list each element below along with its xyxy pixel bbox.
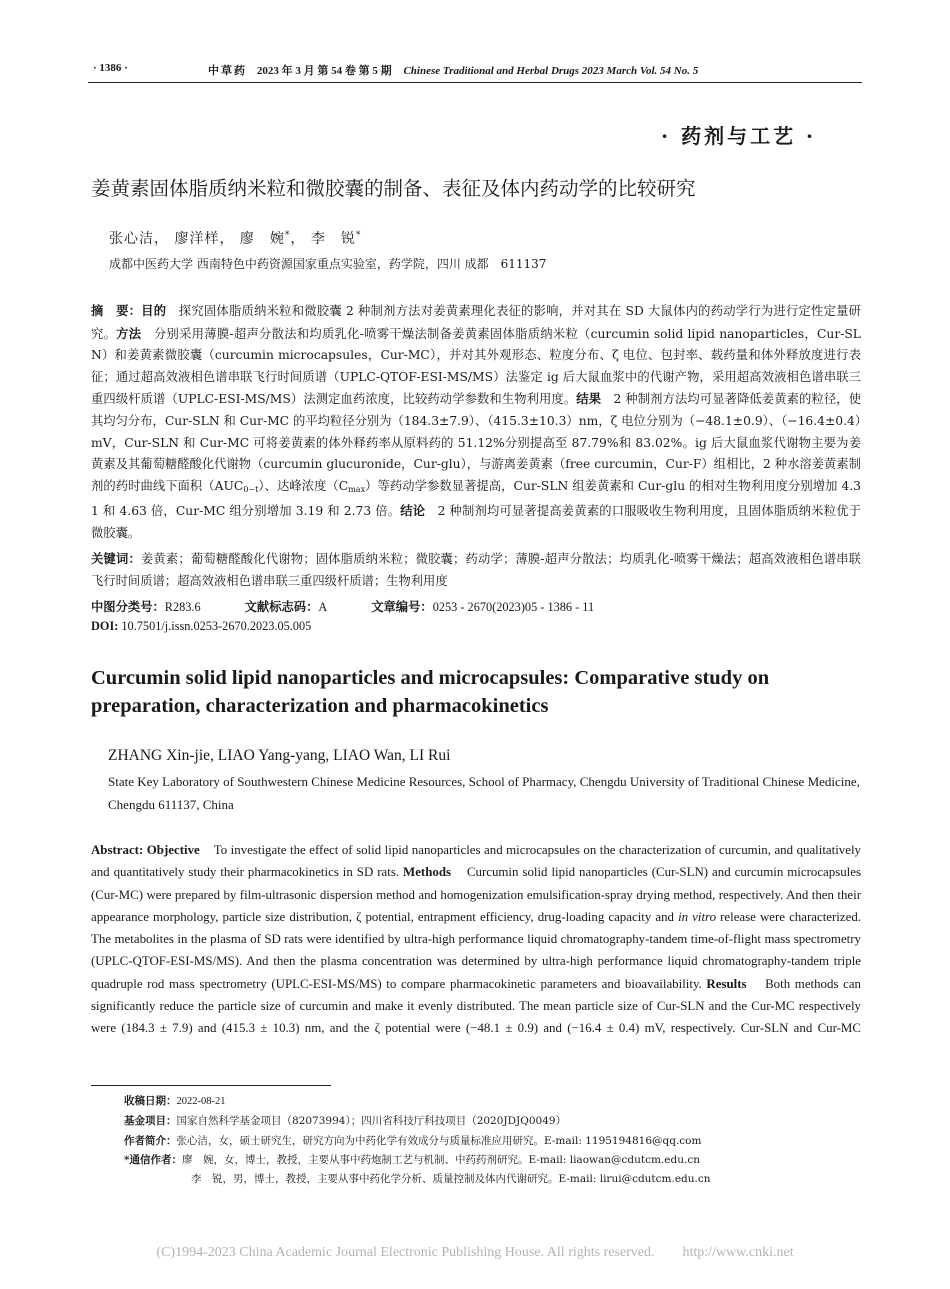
auc-subscript: 0−t <box>243 484 259 494</box>
author-info-text: 张心洁，女，硕士研究生，研究方向为中药化学有效成分与质量标准应用研究。E-mail: 1195194816@qq.com <box>176 1135 702 1147</box>
abstract-en <box>91 839 861 1040</box>
received-date: 2022-08-21 <box>176 1096 226 1107</box>
footnote-funding <box>124 1113 566 1128</box>
article-no-label: 文章编号： <box>371 599 433 614</box>
methods-label: 方法 <box>116 325 142 341</box>
journal-issue-cn: 2023 年 3 月 第 54 卷 第 5 期 <box>256 65 392 77</box>
journal-name-en: Chinese Traditional and Herbal Drugs 2023 March Vol. 54 No. 5 <box>403 65 699 77</box>
journal-name-cn: 中草药 <box>208 64 247 77</box>
cnki-watermark: (C)1994-2023 China Academic Journal Electronic Publishing House. All rights reserved. http://www.cnki.net <box>156 1245 794 1260</box>
clc-value: R283.6 <box>164 600 201 614</box>
objective-label-en: Objective <box>146 843 200 857</box>
corresponding-text-1: 廖 婉，女，博士，教授，主要从事中药炮制工艺与机制、中药药剂研究。E-mail: liaowan@cdutcm.edu.cn <box>182 1154 700 1166</box>
doi-line <box>91 619 311 634</box>
author-name: 廖洋样， <box>174 231 235 247</box>
doc-code-label: 文献标志码： <box>244 599 319 614</box>
page-number: · 1386 · <box>93 62 128 74</box>
author-info-label: 作者简介： <box>124 1135 177 1147</box>
footnote-received <box>124 1093 226 1108</box>
author-separator: ， <box>290 231 306 247</box>
keywords-label: 关键词： <box>91 551 141 566</box>
affiliation-en: State Key Laboratory of Southwestern Chinese Medicine Resources, School of Pharmacy, Chengdu University of Traditional Chinese Medicine, Chengdu 611137, China <box>108 774 860 812</box>
cmax-subscript: max <box>348 484 366 494</box>
results-text: ）等药动学参数显著提高，Cur-SLN 组姜黄素和 Cur-glu 的相对生物利用度分别增加 4.31 和 4.63 倍，Cur-MC 组分别增加 3.19 和 2.73 倍。 <box>91 478 862 519</box>
journal-header <box>208 62 698 78</box>
author-name: 李 锐 <box>310 231 356 247</box>
author-name: 廖 婉 <box>239 231 285 247</box>
objective-label: 目的 <box>141 303 167 318</box>
corresponding-mark: * <box>284 230 291 241</box>
footnote-corresponding-2 <box>191 1171 711 1186</box>
corresponding-mark: * <box>355 230 362 241</box>
conclusion-text: 2 种制剂均可显著提高姜黄素的口服吸收生物利用度，且固体脂质纳米粒优于微胶囊。 <box>91 504 861 540</box>
results-text: 2 种制剂方法均可显著降低姜黄素的粒径，使其均匀分布，Cur-SLN 和 Cur-MC 的平均粒径分别为（184.3±7.9）、（415.3±10.3）nm，ζ 电位分别为（−48.1±0.9）、（−16.4±0.4）mV，Cur-SLN 和 Cur-MC 可将姜黄素的体外释药率从原料药的 51.12%分别提高至 87.79%和 83.02%。ig 后大鼠血浆代谢物主要为姜黄素及其葡萄糖醛酸化代谢物（curcumin glucuronide，Cur-glu），与游离姜黄素（free curcumin，Cur-F）组相比，2 种水溶姜黄素制剂的药时曲线下面积（AUC <box>91 392 861 493</box>
article-title-cn: 姜黄素固体脂质纳米粒和微胶囊的制备、表征及体内药动学的比较研究 <box>91 177 696 200</box>
footnote-author <box>124 1133 701 1148</box>
article-no-value: 0253 - 2670(2023)05 - 1386 - 11 <box>432 600 595 614</box>
methods-text-en: release were characterized. The metabolites in the plasma of SD rats were identified by ultra-high performance liquid chromatography-tandem time-of-flight mass spectrometry (UPLC-QTOF-ESI-MS/MS). And then the plasma concentration was determined by ultra-high performance liquid chromatography-tandem triple quadruple rod mass spectrometry (UPLC-ESI-MS/MS) to compare pharmacokinetic parameters and bioavailability. <box>91 909 861 991</box>
article-title-en: Curcumin solid lipid nanoparticles and microcapsules: Comparative study on preparation, characterization and pharmacokinetics <box>91 667 770 717</box>
abstract-label-en: Abstract: <box>91 843 147 857</box>
received-label: 收稿日期： <box>124 1095 177 1107</box>
corresponding-text-2: 李 锐，男，博士，教授，主要从事中药化学分析、质量控制及体内代谢研究。E-mail: lirui@cdutcm.edu.cn <box>191 1173 711 1185</box>
footnote-corresponding <box>124 1152 700 1167</box>
results-text-en: Both methods can significantly reduce the particle size of curcumin and make it evenly distributed. The mean particle size of Cur-SLN and the Cur-MC respectively were (184.3 ± 7.9) and (415.3 ± 10.3) nm, and the ζ potential were (−48.1 ± 0.9) and (−16.4 ± 0.4) mV, respectively. Cur-SLN and Cur-MC <box>91 976 861 1036</box>
methods-label-en: Methods <box>403 865 452 880</box>
clc-label: 中图分类号： <box>91 599 165 614</box>
keywords-cn <box>91 548 861 592</box>
doi-label: DOI: <box>91 619 119 633</box>
affiliation-cn: 成都中医药大学 西南特色中药资源国家重点实验室，药学院，四川 成都 611137 <box>109 257 547 271</box>
footnote-rule <box>91 1085 331 1086</box>
keywords-text: 姜黄素；葡萄糖醛酸化代谢物；固体脂质纳米粒；微胶囊；药动学；薄膜-超声分散法；均质乳化-喷雾干燥法；超高效液相色谱串联飞行时间质谱；超高效液相色谱串联三重四级杆质谱；生物利用度 <box>91 552 861 588</box>
classification-line <box>91 597 594 615</box>
conclusion-label: 结论 <box>400 503 426 519</box>
abstract-label: 摘 要： <box>91 303 142 318</box>
corresponding-label: *通信作者： <box>124 1154 182 1166</box>
author-list-cn <box>109 228 361 248</box>
author-list-en: ZHANG Xin-jie, LIAO Yang-yang, LIAO Wan, LI Rui <box>108 747 451 764</box>
results-text: ）、达峰浓度（C <box>258 478 349 493</box>
methods-text-en: Curcumin solid lipid nanoparticles (Cur-SLN) and curcumin microcapsules (Cur-MC) were prepared by film-ultrasonic dispersion method and homogenization emulsification-spray drying method, respectively. And then their appearance morphology, particle size distribution, ζ potential, entrapment efficiency, drug-loading capacity and <box>91 865 861 924</box>
objective-text: 探究固体脂质纳米粒和微胶囊 2 种制剂方法对姜黄素理化表征的影响，并对其在 SD 大鼠体内的药动学行为进行定性定量研究。 <box>91 304 861 341</box>
funding-text: 国家自然科学基金项目（82073994）；四川省科技厅科技项目（2020JDJQ0049） <box>176 1115 567 1127</box>
objective-text-en: To investigate the effect of solid lipid nanoparticles and microcapsules on the characterization of curcumin, and qualitatively and quantitatively study their pharmacokinetics in SD rats. <box>91 843 861 880</box>
results-label-en: Results <box>706 976 747 991</box>
abstract-cn <box>91 300 861 545</box>
doi-value: 10.7501/j.issn.0253-2670.2023.05.005 <box>121 619 312 633</box>
funding-label: 基金项目： <box>124 1115 177 1127</box>
doc-code-value: A <box>318 600 328 614</box>
results-label: 结果 <box>576 391 602 407</box>
in-vitro-italic: in vitro <box>678 909 717 924</box>
author-name: 张心洁， <box>109 231 169 247</box>
section-tag: · 药剂与工艺 · <box>661 124 816 148</box>
methods-text: 分别采用薄膜-超声分散法和均质乳化-喷雾干燥法制备姜黄素固体脂质纳米粒（curcumin solid lipid nanoparticles，Cur-SLN）和姜黄素微胶囊（curcumin microcapsules，Cur-MC），并对其外观形态、粒度分布、ζ 电位、包封率、载药量和体外释放度进行表征；通过超高效液相色谱串联飞行时间质谱（UPLC-QTOF-ESI-MS/MS）法鉴定 ig 后大鼠血浆中的代谢产物，采用超高效液相色谱串联三重四级杆质谱（UPLC-ESI-MS/MS）法测定血药浓度，比较药动学参数和生物利用度。 <box>91 326 861 407</box>
header-rule <box>88 82 862 83</box>
